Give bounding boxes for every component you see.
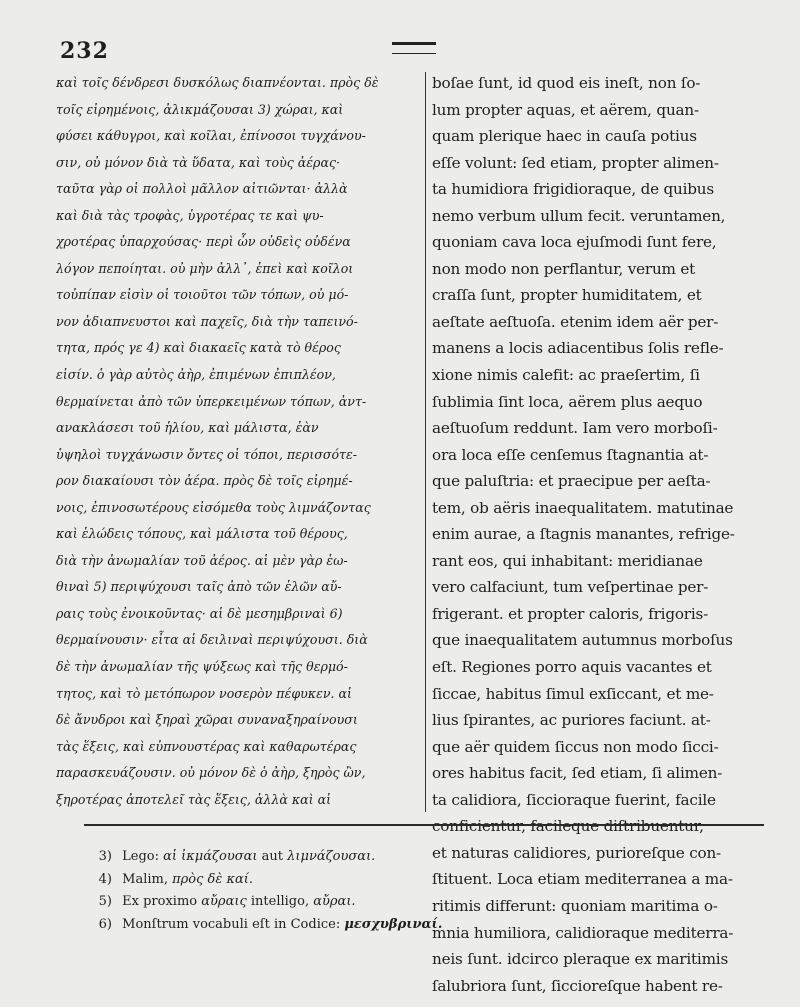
footnote-number: 4) xyxy=(98,871,112,887)
footnote-greek: πρὸς δὲ καί. xyxy=(172,871,254,887)
footnote-greek: αὔραις xyxy=(201,894,247,909)
greek-text-line: εἰσίν. ὁ γὰρ αὐτὸς ἀὴρ, ἐπιμένων ἐπιπλέον, xyxy=(56,367,336,383)
latin-text-line: neis ſunt. idcirco pleraque ex maritimis xyxy=(432,950,729,969)
footnote-text: Monſtrum vocabuli eſt in Codice: xyxy=(122,916,341,932)
latin-text-line: ritimis differunt: quoniam maritima o- xyxy=(432,896,718,915)
footnote xyxy=(92,846,442,869)
footnote-greek: αὔραι. xyxy=(313,894,356,909)
latin-text-line: manens a locis adiacentibus ſolis refle- xyxy=(432,339,724,358)
footnotes xyxy=(92,846,442,936)
greek-text-line: τητα, πρός γε 4) καὶ διακαεῖς κατὰ τὸ θέρος xyxy=(56,340,341,356)
page-number: 232 xyxy=(60,38,109,64)
latin-text-line: ores habitus facit, ſed etiam, ſi alimen- xyxy=(432,764,723,783)
latin-text-line: ſublimia ſint loca, aërem plus aequo xyxy=(432,392,703,411)
latin-text-line: aeſtate aeſtuoſa. etenim idem aër per- xyxy=(432,312,719,331)
footnote-text: Ex proximo xyxy=(122,894,198,909)
greek-text-line: θιναὶ 5) περιψύχουσι ταῖς ἀπὸ τῶν ἑλῶν αὔ- xyxy=(56,579,342,595)
latin-text-line: ſiccae, habitus ſimul exſiccant, et me- xyxy=(432,684,714,703)
latin-text-line: ora loca eſſe cenſemus ſtagnantia at- xyxy=(432,445,709,464)
latin-text-line: ta humidiora frigidioraque, de quibus xyxy=(432,180,714,199)
greek-text-line: ξηροτέρας ἀποτελεῖ τὰς ἕξεις, ἀλλὰ καὶ αἱ xyxy=(56,791,332,807)
footnote-number: 3) xyxy=(98,849,112,864)
greek-text-line: καὶ διὰ τὰς τροφὰς, ὑγροτέρας τε καὶ ψυ- xyxy=(56,207,324,223)
greek-text-line: ρον διακαίουσι τὸν ἀέρα. πρὸς δὲ τοῖς εἰρημέ- xyxy=(56,473,353,489)
latin-text-line: quoniam cava loca ejuſmodi ſunt fere, xyxy=(432,233,717,252)
latin-text-line: aeſtuoſum reddunt. Iam vero morboſi- xyxy=(432,419,718,438)
greek-text-line: καὶ τοῖς δένδρεσι δυσκόλως διαπνέονται. πρὸς δὲ xyxy=(56,75,379,90)
footnote-greek: αἱ ἰκμάζουσαι xyxy=(163,849,258,864)
footnote-text: aut xyxy=(261,849,284,864)
footnote-text: Malim, xyxy=(122,871,168,887)
greek-text-line: λόγον πεποίηται. οὐ μὴν ἀλλ᾽, ἐπεὶ καὶ κοῖλοι xyxy=(56,260,354,276)
greek-text-line: χροτέρας ὑπαρχούσας· περὶ ὧν οὐδεὶς οὐδένα xyxy=(56,234,351,250)
latin-text-line: non modo non perflantur, verum et xyxy=(432,259,696,278)
latin-text-line: ſtituent. Loca etiam mediterranea a ma- xyxy=(432,870,733,889)
latin-text-line: tem, ob aëris inaequalitatem. matutinae xyxy=(432,498,734,517)
latin-text-line: enim aurae, a ſtagnis manantes, refrige- xyxy=(432,525,735,544)
greek-text-line: παρασκευάζουσιν. οὐ μόνον δὲ ὁ ἀὴρ, ξηρὸς ὢν, xyxy=(56,765,366,781)
footnote xyxy=(92,914,442,937)
greek-text-line: τοῖς εἰρημένοις, ἀλικμάζουσαι 3) χώραι, καὶ xyxy=(56,101,344,117)
greek-text-column xyxy=(56,70,420,813)
greek-text-line: δὲ τὴν ἀνωμαλίαν τῆς ψύξεως καὶ τῆς θερμό- xyxy=(56,659,348,675)
latin-text-line: que aër quidem ſiccus non modo ſicci- xyxy=(432,737,719,756)
latin-text-line: eſt. Regiones porro aquis vacantes et xyxy=(432,658,712,677)
header-ornament-rule xyxy=(392,42,436,54)
latin-text-line: conficientur, facileque diſtribuentur, xyxy=(432,817,704,836)
footnote-number: 6) xyxy=(98,916,112,932)
greek-text-line: τητος, καὶ τὸ μετόπωρον νοσερὸν πέφυκεν. αἱ xyxy=(56,685,352,701)
greek-text-line: νοις, ἐπινοσωτέρους εἰσόμεθα τοὺς λιμνάζοντας xyxy=(56,499,371,515)
greek-text-line: ταῦτα γὰρ οἱ πολλοὶ μᾶλλον αἰτιῶνται· ἀλλὰ xyxy=(56,181,348,197)
footnote-text: intelligo, xyxy=(250,894,310,909)
latin-text-line: frigerant. et propter caloris, frigoris- xyxy=(432,604,709,623)
latin-text-line: ſalubriora ſunt, ſiccioreſque habent re- xyxy=(432,976,723,995)
latin-text-line: quam plerique haec in cauſa potius xyxy=(432,127,697,146)
greek-text-line: θερμαίνουσιν· εἶτα αἱ δειλιναὶ περιψύχουσι. διὰ xyxy=(56,632,368,648)
greek-text-line: ραις τοὺς ἐνοικοῦντας· αἱ δὲ μεσημβριναὶ 6) xyxy=(56,605,343,621)
footnote-rule xyxy=(84,824,764,826)
latin-text-line: que paluſtria: et praecipue per aeſta- xyxy=(432,472,711,491)
latin-text-line: et naturas calidiores, purioreſque con- xyxy=(432,843,721,862)
greek-text-line: θερμαίνεται ἀπὸ τῶν ὑπερκειμένων τόπων, ἀντ- xyxy=(56,393,367,409)
greek-text-line: διὰ τὴν ἀνωμαλίαν τοῦ ἀέρος. αἱ μὲν γὰρ ἑω- xyxy=(56,552,348,568)
latin-text-line: ta calidiora, ſicciorаque fuerint, facile xyxy=(432,790,716,809)
greek-text-line: τοὐπίπαν εἰσὶν οἱ τοιοῦτοι τῶν τόπων, οὐ μό- xyxy=(56,287,349,303)
greek-text-line: τὰς ἕξεις, καὶ εὐπνουστέρας καὶ καθαρωτέρας xyxy=(56,738,357,754)
greek-text-line: δὲ ἄνυδροι καὶ ξηραὶ χῶραι συναναξηραίνουσι xyxy=(56,712,358,728)
footnote-number: 5) xyxy=(98,894,112,909)
latin-text-line: que inaequalitatem autumnus morboſus xyxy=(432,631,733,650)
footnote xyxy=(92,891,442,914)
latin-text-line: eſſe volunt: ſed etiam, propter alimen- xyxy=(432,153,719,172)
greek-text-line: νον ἀδιαπνευστοι καὶ παχεῖς, διὰ τὴν ταπεινό- xyxy=(56,313,358,329)
latin-text-line: mnia humiliora, calidioraque mediterra- xyxy=(432,923,734,942)
latin-text-column xyxy=(432,70,760,999)
greek-text-line: ανακλάσεσι τοῦ ἡλίου, καὶ μάλιστα, ἐὰν xyxy=(56,420,319,436)
latin-text-line: xione nimis calefit: ac praeſertim, ſi xyxy=(432,366,700,385)
greek-text-line: καὶ ἑλώδεις τόπους, καὶ μάλιστα τοῦ θέρους, xyxy=(56,526,348,542)
latin-text-line: rant eos, qui inhabitant: meridianae xyxy=(432,551,703,570)
latin-text-line: vero calfaciunt, tum veſpertinae per- xyxy=(432,578,709,597)
footnote xyxy=(92,869,442,892)
greek-text-line: φύσει κάθυγροι, καὶ κοῖλαι, ἐπίνοσοι τυγχάνου- xyxy=(56,128,366,144)
latin-text-line: lius ſpirantes, ac puriores faciunt. at- xyxy=(432,711,711,730)
latin-text-line: nemo verbum ullum fecit. veruntamen, xyxy=(432,206,726,225)
greek-text-line: σιν, οὐ μόνον διὰ τὰ ὕδατα, καὶ τοὺς ἀέρας· xyxy=(56,154,341,170)
column-divider xyxy=(425,72,426,812)
latin-text-line: lum propter aquas, et aërem, quan- xyxy=(432,100,699,119)
footnote-greek: μεσχυβριναί. xyxy=(344,916,443,932)
footnote-text: Lego: xyxy=(122,849,159,864)
latin-text-line: craſſa ſunt, propter humiditatem, et xyxy=(432,286,702,305)
latin-text-line: boſae ſunt, id quod eis ineſt, non ſo- xyxy=(432,74,701,92)
greek-text-line: ὑψηλοὶ τυγχάνωσιν ὄντες οἱ τόποι, περισσότε- xyxy=(56,446,358,462)
footnote-greek: λιμνάζουσαι. xyxy=(287,849,376,864)
